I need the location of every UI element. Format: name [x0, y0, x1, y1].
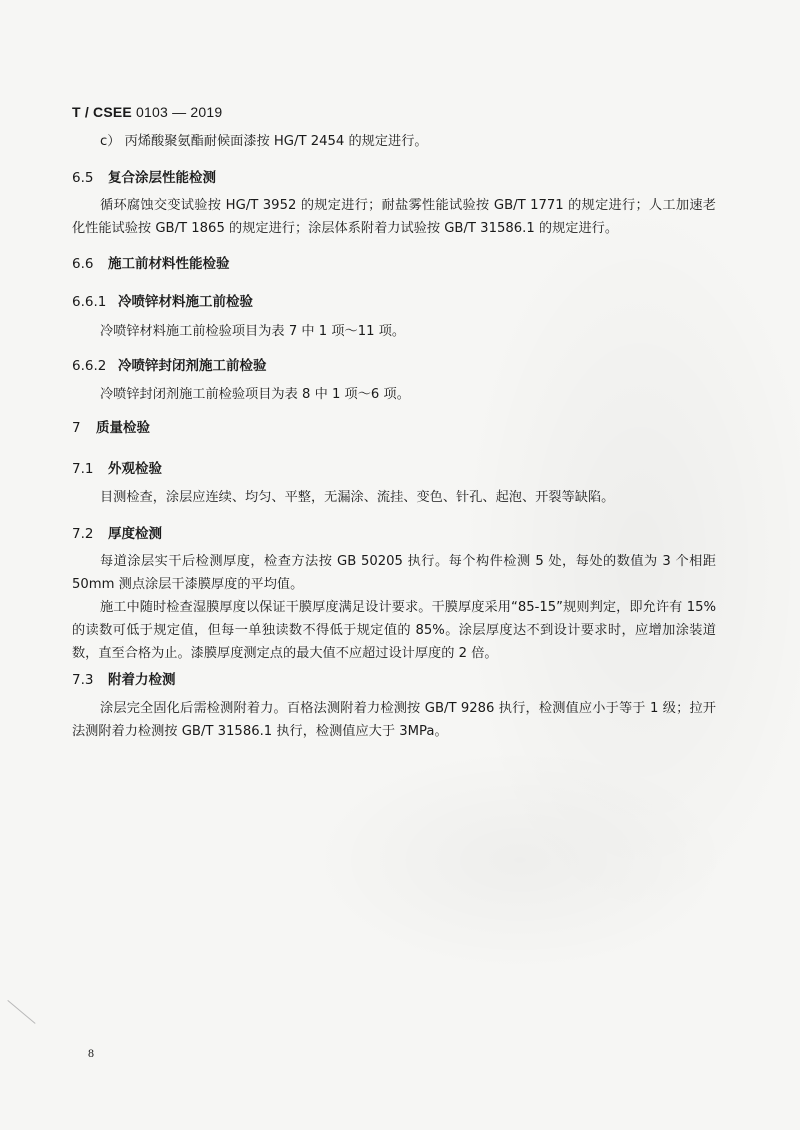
section-title: 冷喷锌封闭剂施工前检验 — [118, 358, 267, 374]
section-title: 复合涂层性能检测 — [108, 170, 216, 186]
section-7-1-paragraph: 目测检查，涂层应连续、均匀、平整，无漏涂、流挂、变色、针孔、起泡、开裂等缺陷。 — [100, 490, 615, 505]
list-item-c: c） 丙烯酸聚氨酯耐候面漆按 HG/T 2454 的规定进行。 — [100, 134, 428, 149]
page-number: 8 — [88, 1046, 94, 1060]
section-title: 质量检验 — [96, 420, 150, 436]
section-7-3-paragraph: 涂层完全固化后需检测附着力。百格法测附着力检测按 GB/T 9286 执行，检测值应小于等于 1 级；拉开法测附着力检测按 GB/T 31586.1 执行，检测值应大于 3MPa。 — [72, 701, 716, 739]
section-heading-6-6 — [72, 254, 230, 274]
section-heading-7 — [72, 418, 150, 438]
page-crease-mark — [7, 1000, 35, 1024]
section-title: 厚度检测 — [108, 526, 162, 542]
section-title: 施工前材料性能检验 — [108, 256, 230, 272]
section-title: 附着力检测 — [108, 672, 176, 688]
section-7-2-paragraph-2: 施工中随时检查湿膜厚度以保证干膜厚度满足设计要求。干膜厚度采用“85-15”规则判定，即允许有 15%的读数可低于规定值，但每一单独读数不得低于规定值的 85%。涂层厚度达不到设计要求时，应增加涂装道数，直至合格为止。漆膜厚度测定点的最大值不应超过设计厚度的 2 倍。 — [72, 600, 716, 661]
section-number: 6.6.2 — [72, 358, 107, 374]
standard-header — [72, 104, 222, 120]
section-heading-7-3 — [72, 670, 176, 690]
section-7-2-paragraph-1: 每道涂层实干后检测厚度，检查方法按 GB 50205 执行。每个构件检测 5 处，每处的数值为 3 个相距 50mm 测点涂层干漆膜厚度的平均值。 — [72, 554, 716, 592]
section-title: 外观检验 — [108, 461, 162, 477]
section-number: 7 — [72, 420, 81, 436]
section-number: 6.6 — [72, 256, 94, 272]
section-6-6-2-paragraph: 冷喷锌封闭剂施工前检验项目为表 8 中 1 项～6 项。 — [100, 387, 410, 402]
standard-number: 0103 — 2019 — [136, 104, 223, 120]
section-6-6-1-paragraph: 冷喷锌材料施工前检验项目为表 7 中 1 项～11 项。 — [100, 324, 406, 339]
section-number: 6.6.1 — [72, 294, 107, 310]
section-6-5-paragraph: 循环腐蚀交变试验按 HG/T 3952 的规定进行；耐盐雾性能试验按 GB/T 1771 的规定进行；人工加速老化性能试验按 GB/T 1865 的规定进行；涂层体系附着力试验按 GB/T 31586.1 的规定进行。 — [72, 198, 716, 236]
section-heading-6-5 — [72, 168, 216, 188]
section-number: 7.1 — [72, 461, 94, 477]
section-heading-6-6-2 — [72, 356, 267, 376]
section-heading-6-6-1 — [72, 292, 253, 312]
section-heading-7-1 — [72, 459, 162, 479]
section-heading-7-2 — [72, 524, 162, 544]
standard-prefix: T / CSEE — [72, 104, 132, 120]
section-number: 6.5 — [72, 170, 94, 186]
section-number: 7.2 — [72, 526, 94, 542]
section-number: 7.3 — [72, 672, 94, 688]
section-title: 冷喷锌材料施工前检验 — [118, 294, 253, 310]
